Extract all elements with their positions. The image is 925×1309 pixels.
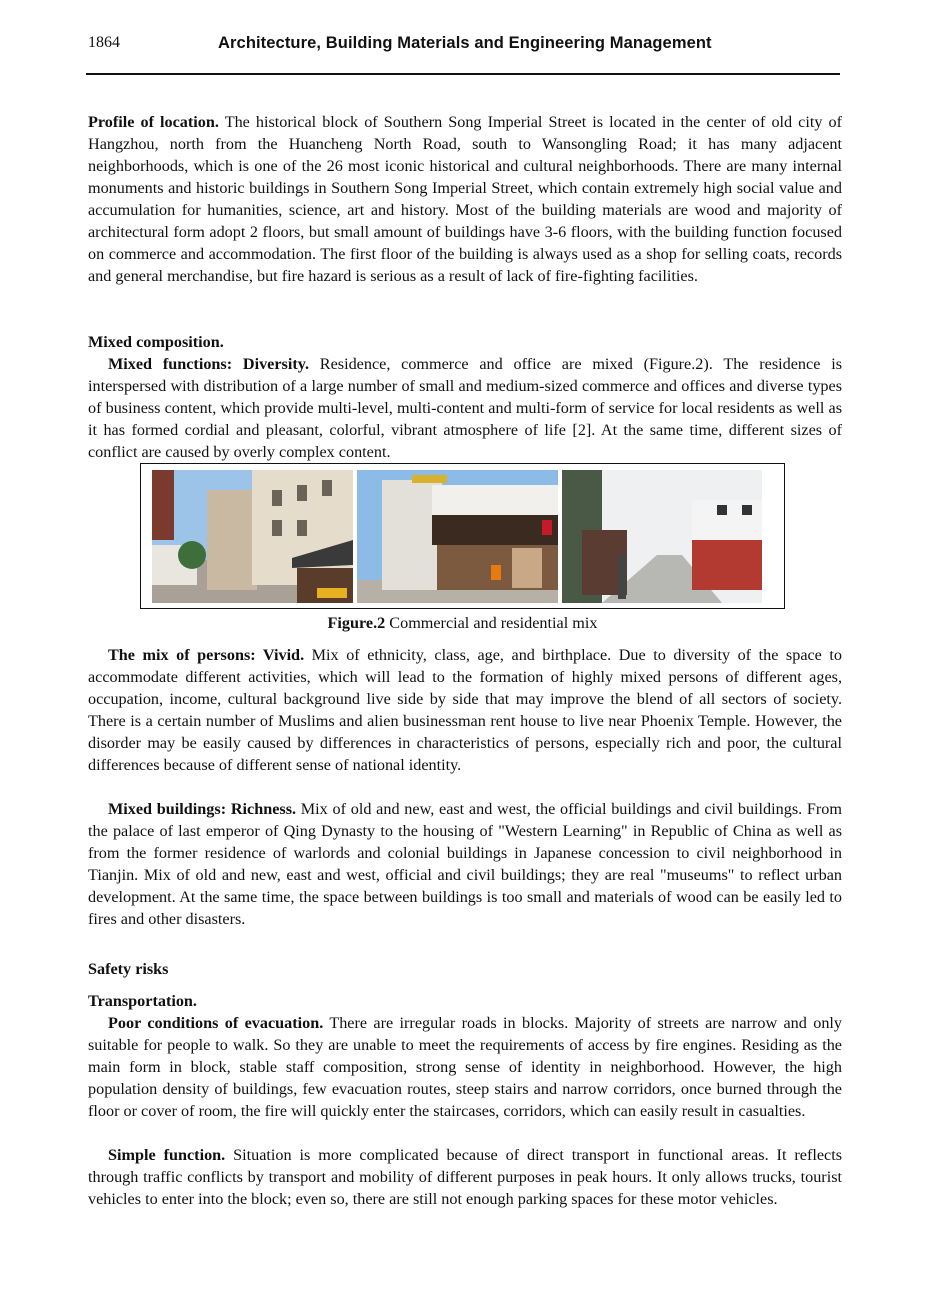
header-rule [86,73,840,75]
run-in-heading: Simple function. [108,1146,226,1164]
page-number: 1864 [88,34,120,51]
photo-pedestrian-street [562,470,762,603]
photo-european-building [152,470,353,603]
paragraph-text: There are irregular roads in blocks. Majority of streets are narrow and only suitable for people to walk. So they are unable to meet the requirements of access by fire engines. Residing as the main form in block, stable staff composition, strong sense of identity in neighborhood. However, the high population density of buildings, few evacuation routes, steep stairs and narrow corridors, once burned through the floor or cover of room, the fire will quickly enter the staircases, corridors, which can easily result in casualties. [88,1014,842,1120]
photo-corner-shop [357,470,558,603]
paragraph-mixed-functions [88,353,842,463]
paragraph-mix-of-persons [88,644,842,776]
run-in-heading: Profile of location. [88,113,219,131]
run-in-heading: The mix of persons: Vivid. [108,646,305,664]
paragraph-text: Mix of old and new, east and west, the official buildings and civil buildings. From the palace of last emperor of Qing Dynasty to the housing of "Western Learning" in Republic of China as well as from the former residence of warlords and colonial buildings in Japanese concession to civil neighborhood in Tianjin. Mix of old and new, east and west, official and civil buildings; they are real "museums" to reflect urban development. At the same time, the space between buildings is too small and materials of wood can be easily led to fires and other disasters. [88,800,842,928]
caption-text: Commercial and residential mix [385,614,598,632]
run-in-heading: Poor conditions of evacuation. [108,1014,324,1032]
run-in-heading: Mixed functions: Diversity. [108,355,309,373]
paragraph-text: Residence, commerce and office are mixed (Figure.2). The residence is interspersed with distribution of a large number of small and medium-sized commerce and offices and diverse types of business content, which provide multi-level, multi-content and multi-form of service for local residents as well as it has formed cordial and pleasant, colorful, vibrant atmosphere of life [2]. At the same time, different sizes of conflict are caused by overly complex content. [88,355,842,461]
section-heading-safety-risks: Safety risks [88,960,169,978]
paragraph-text: The historical block of Southern Song Imperial Street is located in the center of old city of Hangzhou, north from the Huancheng North Road, south to Wansongling Road; it has many adjacent neighborhoods, which is one of the 26 most iconic historical and cultural neighborhoods. There are many internal monuments and historic buildings in Southern Song Imperial Street, which contain extremely high social value and accumulation for humanities, science, art and history. Most of the building materials are wood and majority of architectural form adopt 2 floors, but small amount of buildings have 3-6 floors, with the building function focused on commerce and accommodation. The first floor of the building is always used as a shop for selling coats, records and general merchandise, but fire hazard is serious as a result of lack of fire-fighting facilities. [88,113,842,285]
running-header [88,34,840,58]
paragraph-simple-function [88,1144,842,1210]
figure-2-frame [140,463,785,609]
figure-2-caption [0,612,925,634]
paragraph-mixed-buildings [88,798,842,930]
subsection-heading-transportation: Transportation. [88,992,197,1010]
figure-label: Figure.2 [327,614,386,632]
paragraph-poor-evacuation [88,1012,842,1122]
paragraph-profile-of-location [88,111,842,287]
run-in-heading: Mixed buildings: Richness. [108,800,297,818]
journal-title: Architecture, Building Materials and Engineering Management [218,34,712,52]
paragraph-text: Situation is more complicated because of direct transport in functional areas. It reflects through traffic conflicts by transport and mobility of different purposes in peak hours. It only allows trucks, tourist vehicles to enter into the block; even so, there are still not enough parking spaces for these motor vehicles. [88,1146,842,1208]
paragraph-text: Mix of ethnicity, class, age, and birthplace. Due to diversity of the space to accommodate different activities, which will lead to the formation of highly mixed persons of different ages, occupation, income, cultural background live side by side that may improve the blend of all sectors of society. There is a certain number of Muslims and alien businessman rent house to live near Phoenix Temple. However, the disorder may be easily caused by differences in characteristics of persons, especially rich and poor, the cultural differences because of different sense of national identity. [88,646,843,774]
section-heading-mixed-composition: Mixed composition. [88,333,224,351]
